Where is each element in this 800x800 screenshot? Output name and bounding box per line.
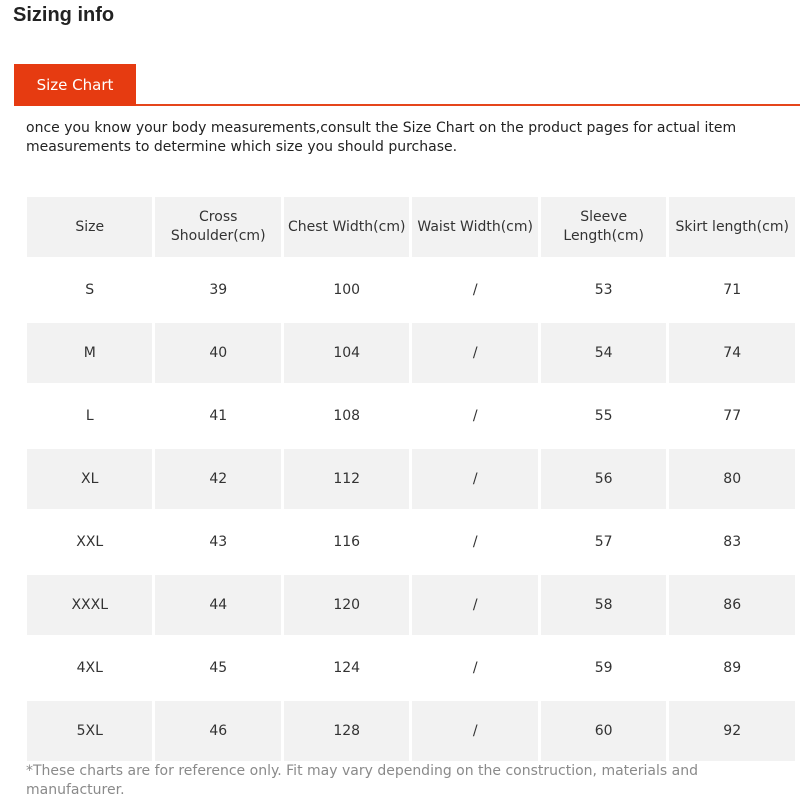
column-header-waist-width: Waist Width(cm): [412, 197, 537, 257]
table-cell: 108: [333, 407, 361, 424]
table-cell: 53: [594, 281, 613, 298]
table-row: [27, 386, 795, 446]
table-cell: 55: [594, 407, 613, 424]
table-cell: 57: [594, 533, 613, 550]
table-cell: 124: [333, 659, 361, 676]
table-cell: 41: [209, 407, 228, 424]
table-cell: 43: [209, 533, 228, 550]
table-cell: 56: [541, 449, 666, 509]
table-cell: /: [472, 281, 478, 298]
page-title: Sizing info: [13, 4, 115, 26]
table-cell: L: [85, 407, 94, 424]
table-row: [27, 260, 795, 320]
table-cell: 4XL: [76, 659, 103, 676]
table-cell: XXL: [76, 533, 104, 550]
tab-size-chart[interactable]: Size Chart: [14, 64, 136, 106]
table-cell: 128: [284, 701, 409, 761]
table-cell: /: [412, 449, 537, 509]
table-cell: /: [472, 407, 478, 424]
intro-text: once you know your body measurements,consult the Size Chart on the product pages for actual item measurements to determine which size you should purchase.: [26, 120, 737, 155]
table-cell: /: [472, 659, 478, 676]
column-header-chest-width: Chest Width(cm): [284, 197, 409, 257]
table-cell: /: [412, 575, 537, 635]
table-cell: S: [85, 281, 95, 298]
table-cell: 92: [669, 701, 795, 761]
table-cell: 83: [723, 533, 742, 550]
table-cell: 60: [541, 701, 666, 761]
table-row: [27, 512, 795, 572]
column-header-skirt-length: Skirt length(cm): [669, 197, 795, 257]
table-row: [27, 638, 795, 698]
table-cell: 71: [723, 281, 742, 298]
size-chart-table: [24, 194, 798, 764]
table-cell: 59: [594, 659, 613, 676]
table-cell: 100: [333, 281, 361, 298]
table-cell: 46: [155, 701, 280, 761]
table-cell: /: [412, 323, 537, 383]
table-cell: 5XL: [27, 701, 152, 761]
tab-bar: [14, 64, 800, 106]
table-row: [27, 701, 795, 761]
table-row: [27, 323, 795, 383]
table-cell: 74: [669, 323, 795, 383]
table-cell: /: [472, 533, 478, 550]
table-cell: 44: [155, 575, 280, 635]
table-cell: 112: [284, 449, 409, 509]
column-header-sleeve-length: Sleeve Length(cm): [541, 197, 666, 257]
table-cell: 89: [723, 659, 742, 676]
table-cell: 45: [209, 659, 228, 676]
table-row: [27, 449, 795, 509]
table-cell: 58: [541, 575, 666, 635]
table-cell: XL: [27, 449, 152, 509]
table-cell: 120: [284, 575, 409, 635]
table-cell: 104: [284, 323, 409, 383]
table-row: [27, 575, 795, 635]
table-header-row: [27, 197, 795, 257]
column-header-size: Size: [27, 197, 152, 257]
table-cell: 77: [723, 407, 742, 424]
table-cell: 116: [333, 533, 361, 550]
table-cell: 54: [541, 323, 666, 383]
footnote: *These charts are for reference only. Fit may vary depending on the construction, materials and manufacturer.: [26, 763, 698, 798]
table-cell: /: [412, 701, 537, 761]
table-cell: 39: [209, 281, 228, 298]
table-cell: 42: [155, 449, 280, 509]
table-cell: 86: [669, 575, 795, 635]
table-cell: 40: [155, 323, 280, 383]
table-cell: XXXL: [27, 575, 152, 635]
table-cell: 80: [669, 449, 795, 509]
table-cell: M: [27, 323, 152, 383]
column-header-cross-shoulder: Cross Shoulder(cm): [155, 197, 280, 257]
